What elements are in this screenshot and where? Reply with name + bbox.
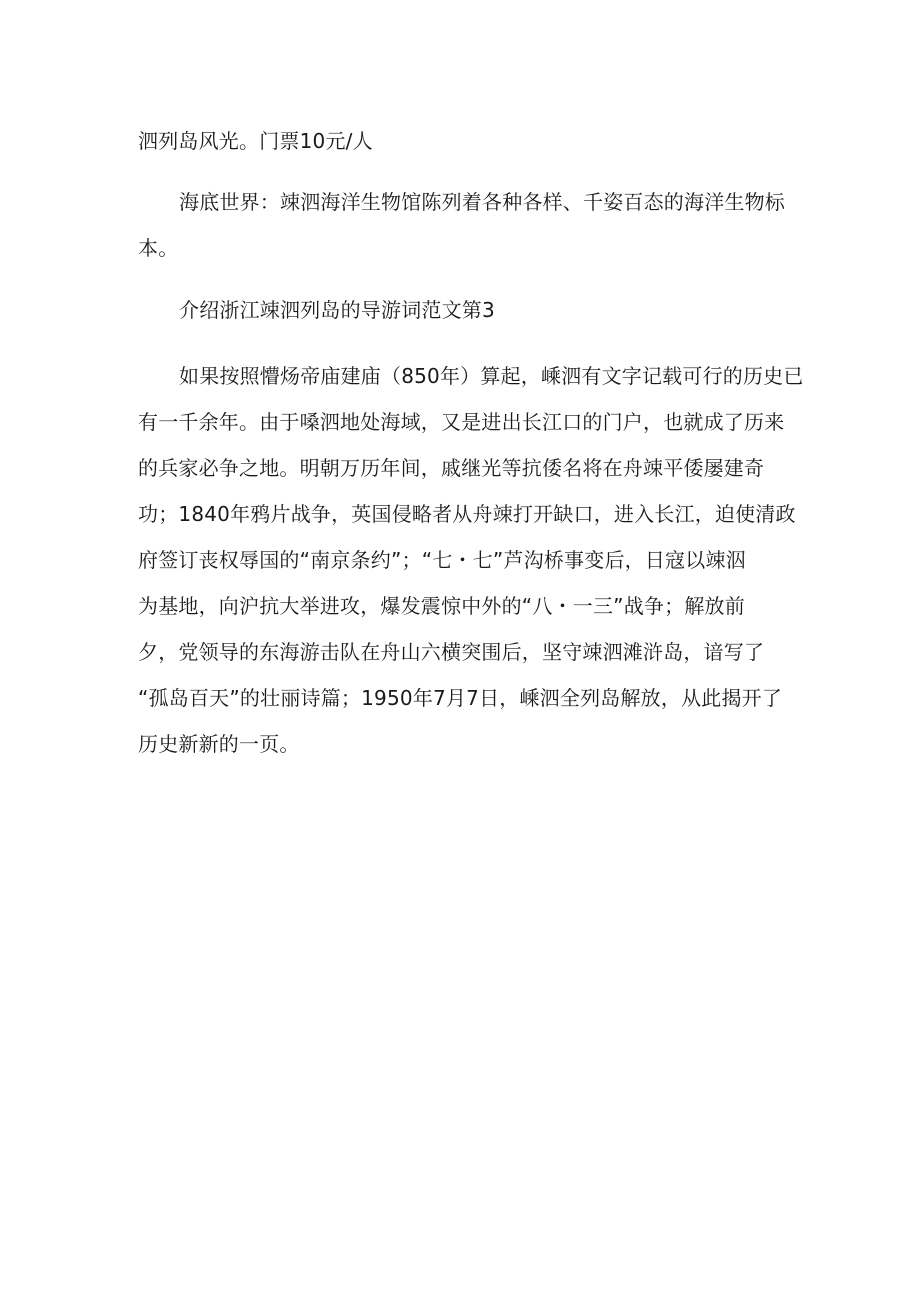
section-heading: 介绍浙江竦泗列岛的导游词范文第3: [179, 298, 495, 322]
paragraph-3-line-9: 历史新新的一页。: [138, 732, 300, 756]
paragraph-2-line-2: 本。: [138, 236, 179, 260]
paragraph-3-line-8: “孤岛百天”的壮丽诗篇；1950年7月7日，嵊泗全列岛解放，从此揭开了: [138, 686, 783, 710]
paragraph-1-line-1: 泗列岛风光。门票10元/人: [138, 129, 373, 153]
paragraph-3-line-5: 府签订丧权辱国的“南京条约”；“七・七”芦沟桥事变后，日寇以竦泅: [138, 548, 746, 572]
paragraph-3-line-3: 的兵家必争之地。明朝万历年间，戚继光等抗倭名将在舟竦平倭屡建奇: [138, 456, 765, 480]
paragraph-3-line-4: 功；1840年鸦片战争，英国侵略者从舟竦打开缺口，进入长江，迫使清政: [138, 502, 796, 526]
paragraph-3-line-7: 夕，党领导的东海游击队在舟山六横突围后，坚守竦泗滩浒岛，谙写了: [138, 640, 765, 664]
paragraph-3-line-2: 有一千余年。由于嗓泗地处海域，又是进出长江口的门户，也就成了历来: [138, 410, 785, 434]
paragraph-2-line-1: 海底世界：竦泗海洋生物馆陈列着各种各样、千姿百态的海洋生物标: [179, 190, 785, 214]
paragraph-3-line-6: 为基地，向沪抗大举进攻，爆发震惊中外的“八・一三”战争；解放前: [138, 594, 745, 618]
paragraph-3-line-1: 如果按照懵炀帝庙建庙（850年）算起，嵊泗有文字记载可行的历史已: [179, 364, 804, 388]
